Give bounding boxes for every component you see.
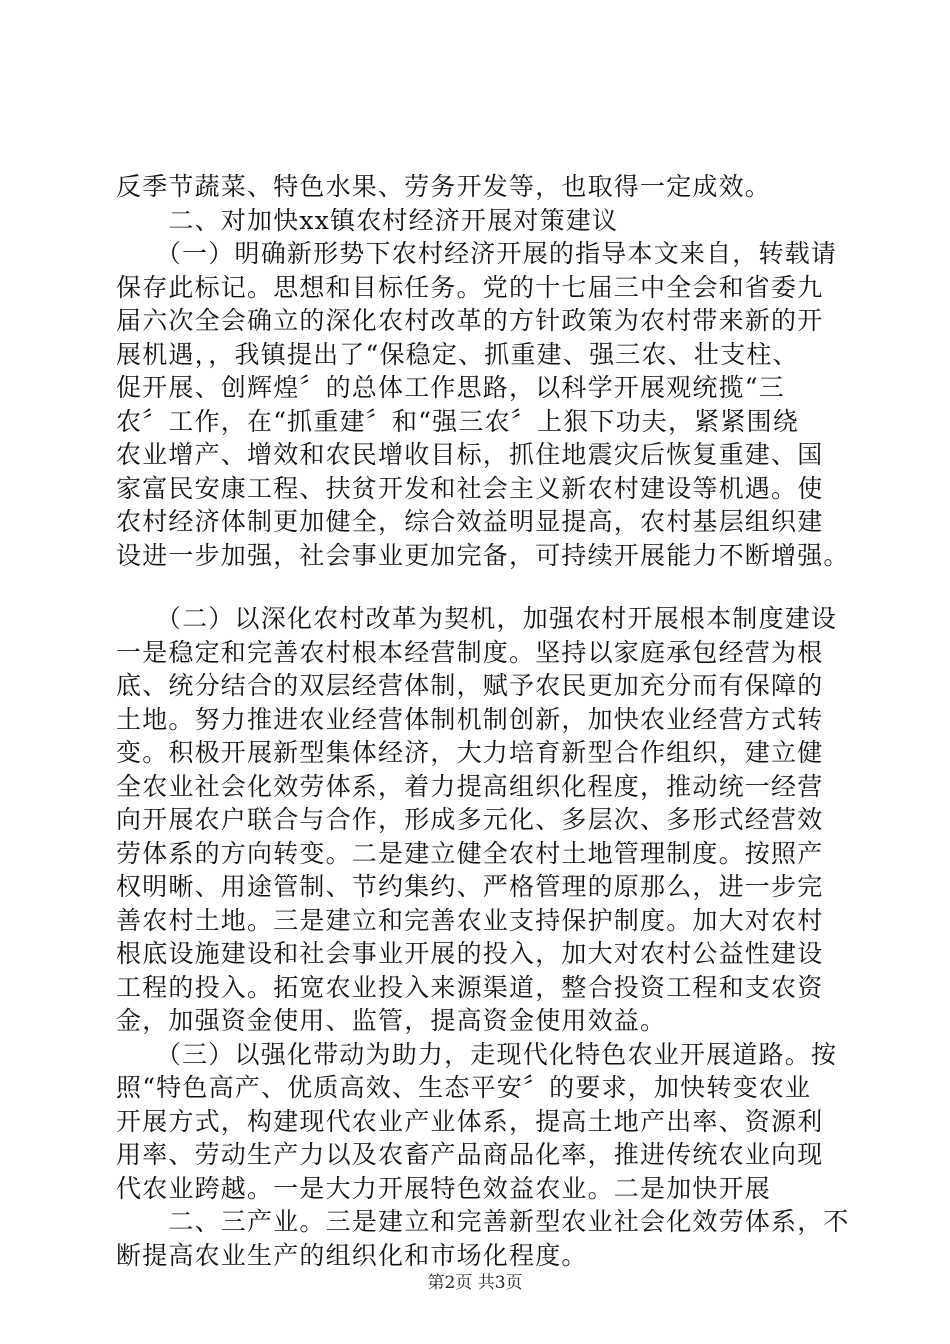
page-number-footer: 第2页 共3页	[427, 1273, 523, 1293]
text-line: 权明晰、用途管制、节约集约、严格管理的原那么，进一步完	[116, 872, 824, 901]
text-line: 促开展、创辉煌〞的总体工作思路，以科学开展观统揽“三	[116, 373, 785, 402]
text-line: 变。积极开展新型集体经济，大力培育新型合作组织，建立健	[116, 738, 824, 767]
text-line: 保存此标记。思想和目标任务。党的十七届三中全会和省委九	[116, 272, 824, 302]
text-line: 代农业跨越。一是大力开展特色效益农业。二是加快开展	[116, 1173, 772, 1203]
section-heading: 二、对加快xx镇农村经济开展对策建议	[116, 205, 619, 235]
text-line: 金，加强资金使用、监管，提高资金使用效益。	[116, 1006, 667, 1035]
text-line: 二、三产业。三是建立和完善新型农业社会化效劳体系，不	[116, 1207, 850, 1236]
text-line: 反季节蔬菜、特色水果、劳务开发等，也取得一定成效。	[116, 172, 772, 201]
text-line: 家富民安康工程、扶贫开发和社会主义新农村建设等机遇。使	[116, 473, 824, 503]
text-line: 全农业社会化效劳体系，着力提高组织化程度，推动统一经营	[116, 771, 824, 801]
text-line: 根底设施建设和社会事业开展的投入，加大对农村公益性建设	[116, 939, 824, 968]
paragraph-gap	[116, 572, 856, 602]
text-line: 土地。努力推进农业经营体制机制创新，加快农业经营方式转	[116, 704, 824, 734]
text-line: 断提高农业生产的组织化和市场化程度。	[116, 1240, 588, 1270]
text-line: 照“特色高产、优质高效、生态平安〞的要求，加快转变农业	[116, 1073, 812, 1102]
text-line: 展机遇，，我镇提出了“保稳定、抓重建、强三农、壮支柱、	[116, 339, 799, 369]
text-line: 底、统分结合的双层经营体制，赋予农民更加充分而有保障的	[116, 671, 824, 700]
text-line: 用率、劳动生产力以及农畜产品商品化率，推进传统农业向现	[116, 1140, 824, 1169]
text-line: 农〞工作，在“抓重建〞和“强三农〞上狠下功夫，紧紧围绕	[116, 406, 799, 436]
text-line: （一）明确新形势下农村经济开展的指导本文来自，转载请	[116, 239, 838, 268]
text-line: 劳体系的方向转变。二是建立健全农村土地管理制度。按照产	[116, 838, 824, 868]
text-line: 农业增产、增效和农民增收目标，抓住地震灾后恢复重建、国	[116, 440, 824, 469]
text-line: 农村经济体制更加健全，综合效益明显提高，农村基层组织建	[116, 507, 824, 536]
text-line: （二）以深化农村改革为契机，加强农村开展根本制度建设	[116, 604, 838, 633]
text-line: 善农村土地。三是建立和完善农业支持保护制度。加大对农村	[116, 905, 824, 935]
text-line: （三）以强化带动为助力，走现代化特色农业开展道路。按	[116, 1039, 838, 1069]
text-line: 设进一步加强，社会事业更加完备，可持续开展能力不断增强。	[116, 540, 850, 570]
text-line: 一是稳定和完善农村根本经营制度。坚持以家庭承包经营为根	[116, 637, 824, 667]
text-line: 开展方式，构建现代农业产业体系，提高土地产出率、资源利	[116, 1106, 824, 1136]
text-line: 向开展农户联合与合作，形成多元化、多层次、多形式经营效	[116, 805, 824, 834]
document-body	[116, 170, 856, 1272]
text-line: 工程的投入。拓宽农业投入来源渠道，整合投资工程和支农资	[116, 972, 824, 1002]
text-line: 届六次全会确立的深化农村改革的方针政策为农村带来新的开	[116, 306, 824, 335]
